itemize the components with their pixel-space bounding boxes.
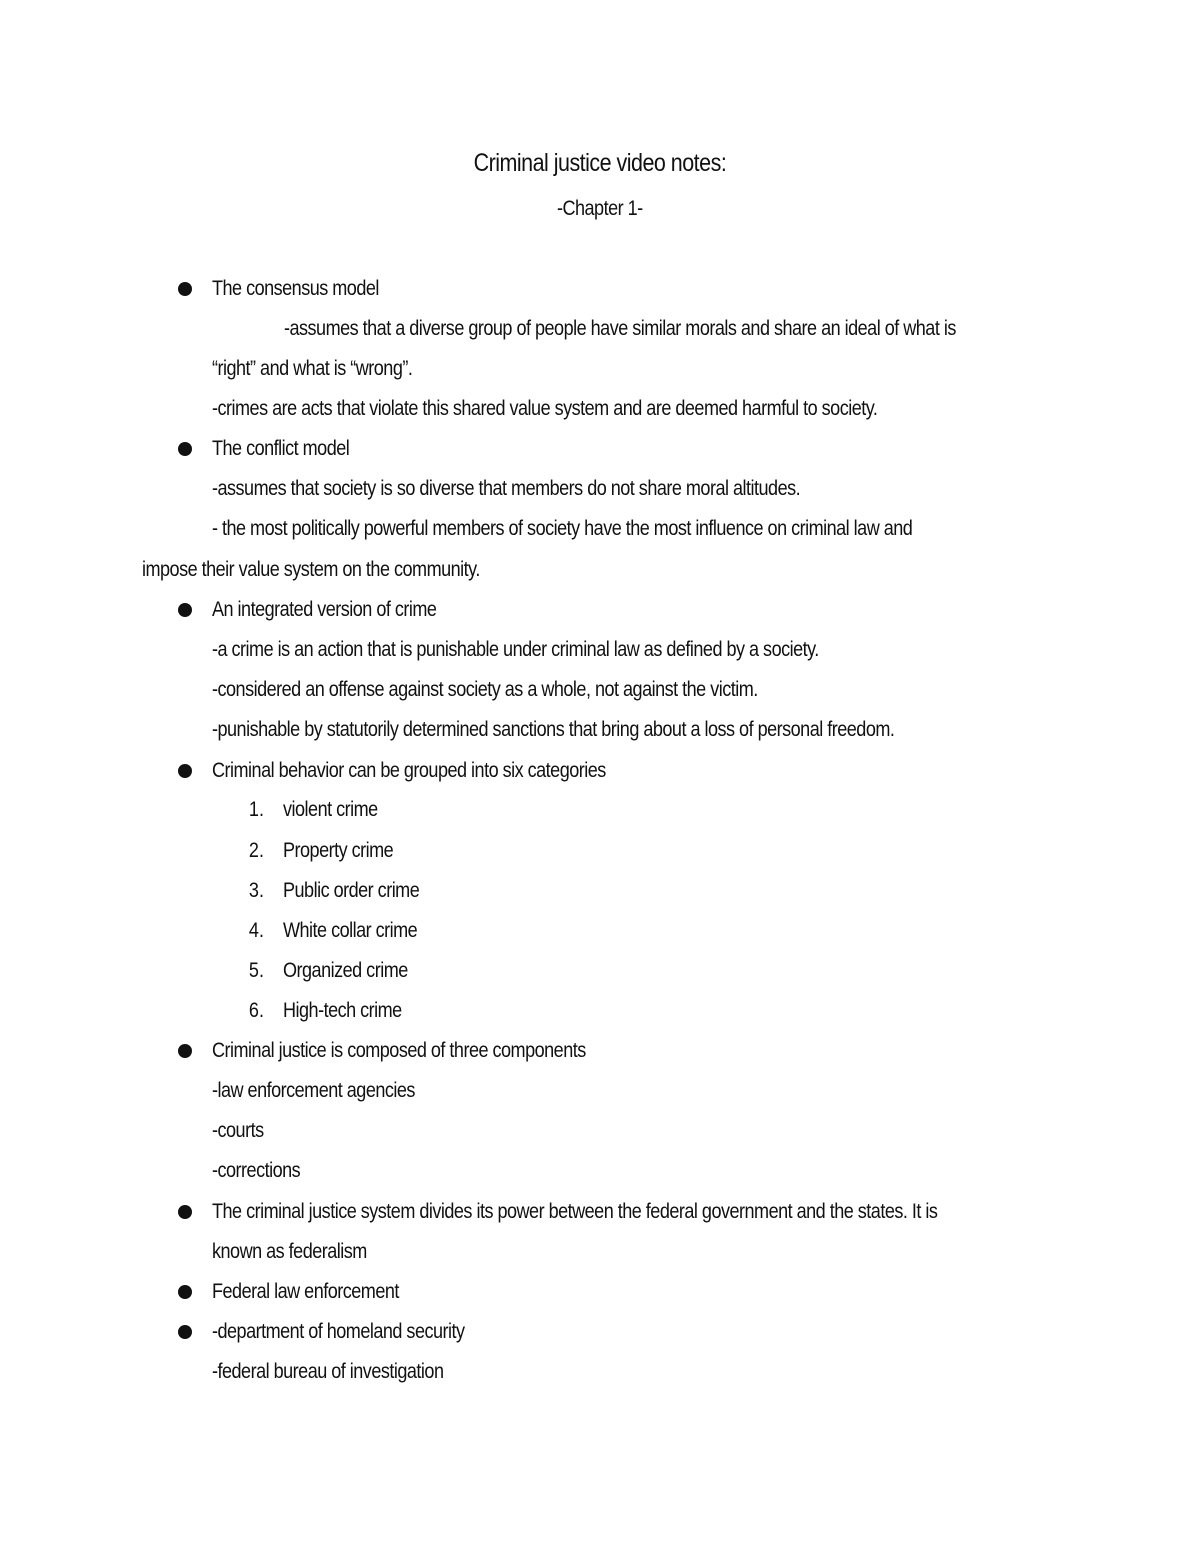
list-number: 6.: [248, 999, 264, 1022]
integrated-line-2: -considered an offense against society as a whole, not against the victim.: [212, 678, 758, 701]
consensus-heading: The consensus model: [212, 277, 379, 300]
components-heading: Criminal justice is composed of three components: [212, 1039, 586, 1062]
bullet-icon: [178, 603, 192, 617]
list-item: Public order crime: [283, 879, 420, 902]
integrated-line-1: -a crime is an action that is punishable under criminal law as defined by a society.: [212, 638, 819, 661]
dhs-heading: -department of homeland security: [212, 1320, 465, 1343]
list-item: Property crime: [283, 839, 394, 862]
conflict-line-2: - the most politically powerful members of society have the most influence on criminal law and: [212, 517, 913, 540]
bullet-icon: [178, 442, 192, 456]
bullet-icon: [178, 764, 192, 778]
components-line-1: -law enforcement agencies: [212, 1079, 415, 1102]
components-line-2: -courts: [212, 1119, 264, 1142]
list-number: 3.: [248, 879, 264, 902]
consensus-line-1: -assumes that a diverse group of people have similar morals and share an ideal of what is: [284, 317, 956, 340]
list-number: 4.: [248, 919, 264, 942]
list-item: High-tech crime: [283, 999, 402, 1022]
federalism-line-1: known as federalism: [212, 1240, 367, 1263]
document-subtitle: -Chapter 1-: [557, 197, 643, 220]
categories-heading: Criminal behavior can be grouped into six categories: [212, 759, 606, 782]
consensus-line-2: “right” and what is “wrong”.: [212, 357, 413, 380]
components-line-3: -corrections: [212, 1159, 301, 1182]
consensus-line-3: -crimes are acts that violate this shared value system and are deemed harmful to society.: [212, 397, 878, 420]
conflict-line-1: -assumes that society is so diverse that members do not share moral altitudes.: [212, 477, 801, 500]
integrated-line-3: -punishable by statutorily determined sanctions that bring about a loss of personal freedom.: [212, 718, 895, 741]
dhs-line-1: -federal bureau of investigation: [212, 1360, 444, 1383]
federal-le-heading: Federal law enforcement: [212, 1280, 399, 1303]
bullet-icon: [178, 1205, 192, 1219]
integrated-heading: An integrated version of crime: [212, 598, 437, 621]
bullet-icon: [178, 1044, 192, 1058]
list-item: White collar crime: [283, 919, 418, 942]
list-number: 5.: [248, 959, 264, 982]
bullet-icon: [178, 282, 192, 296]
document-title: Criminal justice video notes:: [473, 149, 727, 177]
conflict-line-3: impose their value system on the community.: [142, 558, 480, 581]
list-number: 1.: [248, 798, 264, 821]
list-item: Organized crime: [283, 959, 408, 982]
list-item: violent crime: [283, 798, 378, 821]
list-number: 2.: [248, 839, 264, 862]
bullet-icon: [178, 1285, 192, 1299]
conflict-heading: The conflict model: [212, 437, 350, 460]
federalism-heading: The criminal justice system divides its power between the federal government and the states. It is: [212, 1200, 938, 1223]
bullet-icon: [178, 1325, 192, 1339]
